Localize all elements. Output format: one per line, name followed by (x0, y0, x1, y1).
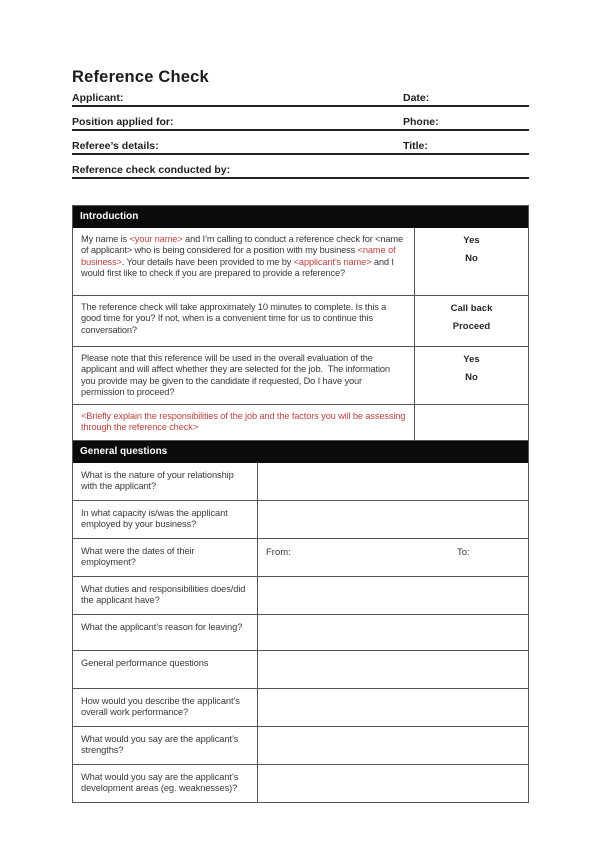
intro-row (73, 228, 528, 296)
script-text: The reference check will take approximately 10 minutes to complete. Is this a good time for you? If not, when is a convenient time for us to continue this conversation? (81, 302, 389, 335)
intro-script-text (73, 228, 415, 295)
field-label-referee-s-details: Referee’s details: (72, 140, 159, 152)
question-what-would-you-say-are-the-appli: What would you say are the applicant’s development areas (eg. weaknesses)? (73, 765, 258, 802)
field-label-reference-check-conducted-by: Reference check conducted by: (72, 164, 231, 176)
question-what-would-you-say-are-the-appli: What would you say are the applicant’s strengths? (73, 727, 258, 764)
intro-row (73, 405, 528, 441)
question-row (73, 577, 528, 615)
intro-row (73, 296, 528, 347)
question-what-were-the-dates-of-their-emp: What were the dates of their employment? (73, 539, 258, 576)
question-row (73, 615, 528, 651)
page-title: Reference Check (72, 68, 209, 86)
response-option-call-back[interactable]: Call back (450, 303, 493, 314)
question-row (73, 651, 528, 689)
intro-script-text (73, 347, 415, 404)
script-text: Please note that this reference will be used in the overall evaluation of the applicant and will affect whether they are selected for the job. The information you provide may be given to the candidate if requested, Do I have your permission to proceed? (81, 353, 393, 397)
answer-cell[interactable] (258, 651, 528, 688)
intro-script-text (73, 296, 415, 346)
response-option-no[interactable]: No (465, 372, 478, 383)
script-text: and I’m calling to conduct a reference check for <name of applicant> who is being considered for a position with my business (81, 234, 406, 256)
general-question-rows (73, 463, 528, 802)
header-fields (72, 90, 529, 179)
intro-row (73, 347, 528, 405)
answer-cell[interactable] (258, 463, 528, 500)
field-line-reference-check-conducted-by[interactable] (72, 162, 529, 179)
script-text: and I would first like to check if you are prepared to provide a reference? (81, 256, 397, 278)
response-cell[interactable] (415, 405, 528, 440)
response-option-no[interactable]: No (465, 253, 478, 264)
answer-label-from: From: (266, 546, 291, 558)
answer-cell[interactable] (258, 765, 528, 802)
response-cell[interactable] (415, 296, 528, 346)
answer-cell[interactable] (258, 727, 528, 764)
answer-cell[interactable] (258, 615, 528, 650)
question-row (73, 689, 528, 727)
field-line-position-applied-for[interactable] (72, 114, 529, 131)
response-option-yes[interactable]: Yes (463, 235, 480, 246)
placeholder-text: <name of business> (81, 245, 398, 267)
question-row (73, 501, 528, 539)
section-header-introduction: Introduction (73, 206, 528, 228)
field-label-applicant: Applicant: (72, 92, 124, 104)
question-what-is-the-nature-of-your-relat: What is the nature of your relationship with the applicant? (73, 463, 258, 500)
answer-cell[interactable] (258, 577, 528, 614)
field-label-date: Date: (403, 92, 430, 104)
section-header-general-questions: General questions (73, 441, 528, 463)
question-row (73, 765, 528, 802)
response-cell[interactable] (415, 228, 528, 295)
script-text: My name is (81, 234, 130, 244)
question-what-duties-and-responsibilities: What duties and responsibilities does/did the applicant have? (73, 577, 258, 614)
answer-cell[interactable] (258, 539, 528, 576)
placeholder-text: <applicant’s name> (293, 256, 372, 267)
script-text: . Your details have been provided to me by (121, 256, 294, 267)
field-label-phone: Phone: (403, 116, 439, 128)
answer-cell[interactable] (258, 689, 528, 726)
page-content (72, 68, 529, 803)
reference-check-table (72, 205, 529, 803)
response-option-proceed[interactable]: Proceed (452, 321, 491, 332)
response-cell[interactable] (415, 347, 528, 404)
question-general-performance-questions: General performance questions (73, 651, 258, 688)
question-row (73, 727, 528, 765)
intro-script-text (73, 405, 415, 440)
question-in-what-capacity-is-was-the-appl: In what capacity is/was the applicant employed by your business? (73, 501, 258, 538)
introduction-rows (73, 228, 528, 441)
answer-label-to: To: (457, 546, 470, 558)
placeholder-text: <Briefly explain the responsibilities of the job and the factors you will be assessing through the reference check> (81, 411, 408, 433)
response-option-yes[interactable]: Yes (463, 354, 480, 365)
question-row (73, 463, 528, 501)
answer-cell[interactable] (258, 501, 528, 538)
question-row (73, 539, 528, 577)
question-what-the-applicant-s-reason-for-: What the applicant’s reason for leaving? (73, 615, 258, 650)
field-label-position-applied-for: Position applied for: (72, 116, 174, 128)
placeholder-text: <your name> (129, 234, 183, 244)
question-how-would-you-describe-the-appli: How would you describe the applicant’s overall work performance? (73, 689, 258, 726)
field-line-applicant[interactable] (72, 90, 529, 107)
field-label-title: Title: (403, 140, 428, 152)
field-line-referee-s-details[interactable] (72, 138, 529, 155)
